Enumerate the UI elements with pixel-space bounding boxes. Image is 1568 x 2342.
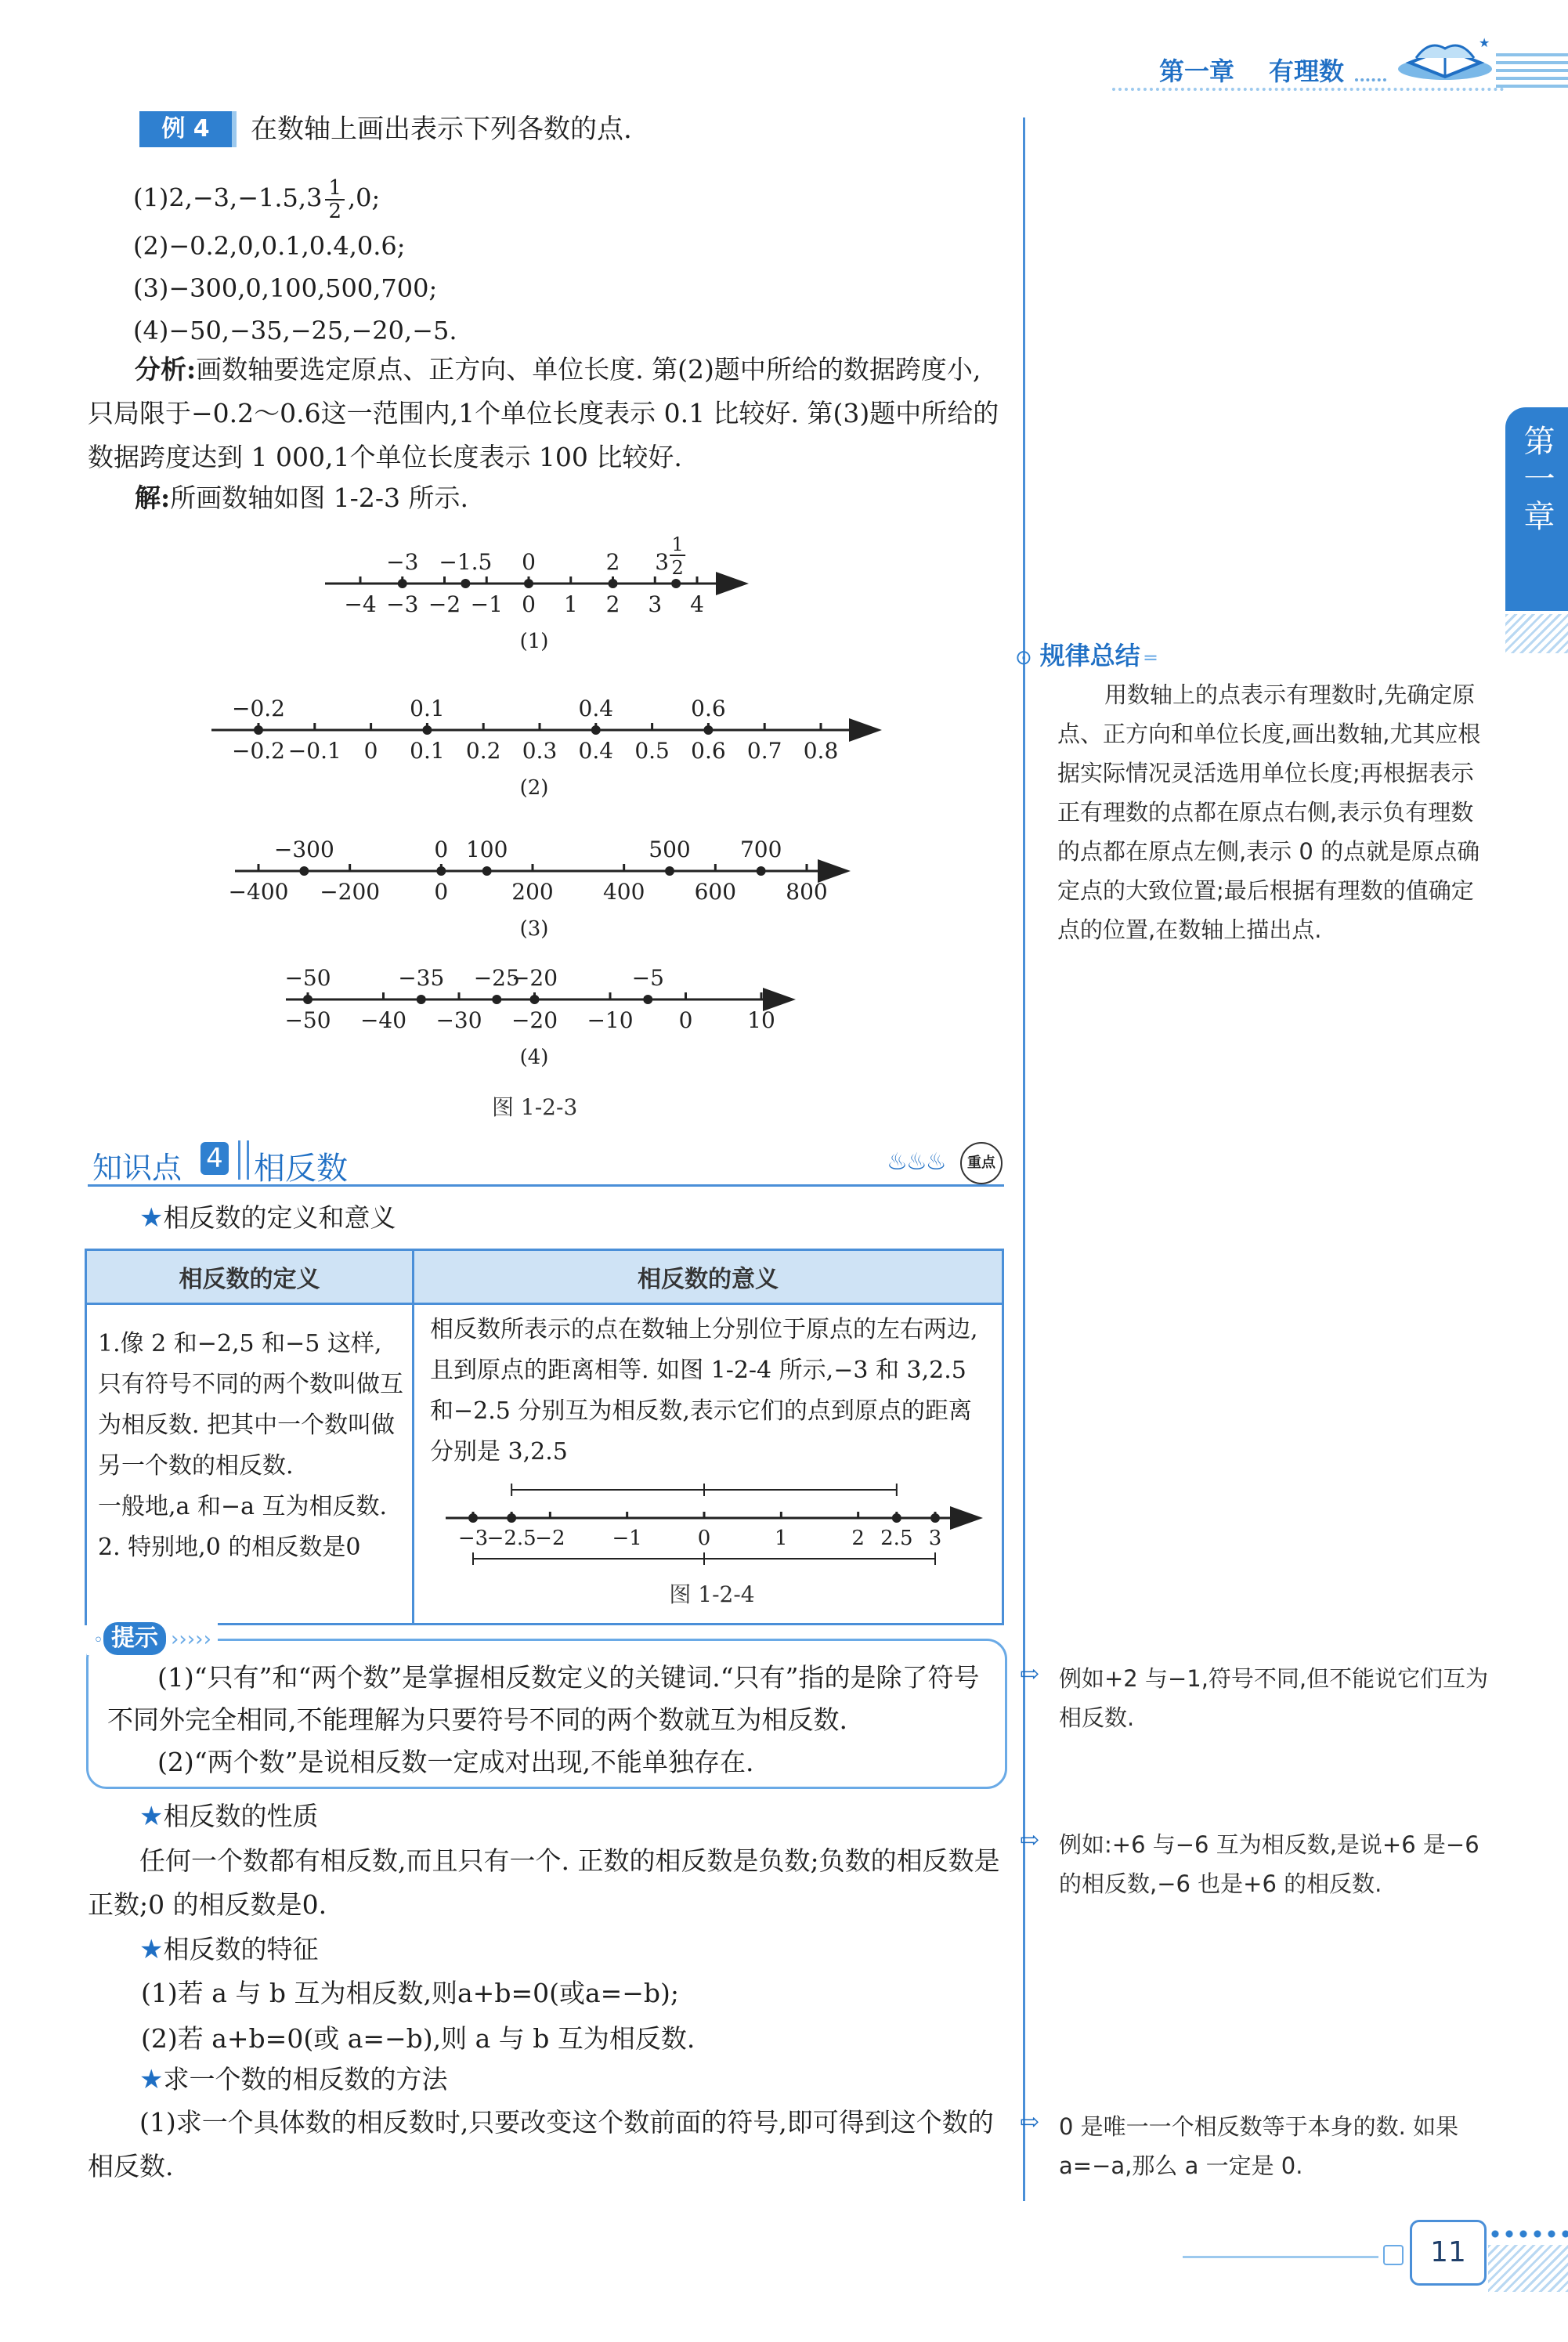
tip-arrows: ›››››: [170, 1628, 211, 1651]
tick-label: 0.5: [634, 738, 670, 764]
tick-label: 0.2: [465, 738, 501, 764]
axis-point: [703, 725, 713, 735]
figure-1-2-4: [430, 1477, 994, 1571]
tick-label: 0.1: [410, 738, 445, 764]
tick-label: −2: [535, 1527, 565, 1550]
side-tab-stripes: [1505, 614, 1568, 653]
footer-line: [1183, 2256, 1378, 2258]
point-label: −25: [473, 965, 520, 991]
point-label: 500: [649, 837, 691, 862]
point-label: −0.2: [232, 696, 285, 721]
table-header-meaning: 相反数的意义: [414, 1250, 1003, 1304]
tick-label: 4: [690, 591, 704, 617]
axis-point: [492, 995, 501, 1004]
axis-point: [436, 866, 446, 876]
axis-point: [417, 995, 426, 1004]
tick-label: 0.8: [803, 738, 839, 764]
tick-label: 3: [648, 591, 663, 617]
chapter-side-tab-label: 第一章: [1519, 425, 1555, 537]
figure-1-2-4-caption: 图 1-2-4: [669, 1581, 755, 1607]
example-analysis: [88, 348, 1004, 479]
tick-label: 2: [605, 591, 620, 617]
summary-title: 规律总结: [1039, 641, 1140, 670]
sidebar-note-3: [1020, 2107, 1490, 2185]
tick-label: 2: [851, 1527, 865, 1550]
property-heading-text: 相反数的性质: [163, 1801, 319, 1831]
flame-icon: ♨♨♨: [887, 1148, 945, 1176]
number-line-2: [211, 696, 877, 800]
sidebar-note-1-text: 例如+2 与−1,符号不同,但不能说它们互为相反数.: [1059, 1665, 1489, 1731]
knowledge-point-prefix: 知识点: [92, 1151, 182, 1185]
axis-label: (3): [519, 917, 549, 941]
header-underline: [1112, 88, 1504, 91]
axis-point: [643, 995, 652, 1004]
tick-label: 1: [563, 591, 578, 617]
tick-label: 2.5: [880, 1527, 913, 1550]
point-label: −3: [386, 549, 419, 575]
key-point-badge: 重点: [960, 1142, 1003, 1184]
example-prompt: 在数轴上画出表示下列各数的点.: [251, 114, 632, 145]
arrow-right-icon: ⇨: [1020, 2109, 1040, 2136]
axis-point: [671, 579, 681, 588]
axis-point: [665, 866, 674, 876]
knowledge-point-header: [88, 1137, 1004, 1187]
point-label: 0: [522, 549, 536, 575]
point-label-frac-den: 2: [671, 557, 684, 579]
tick-label: 200: [511, 879, 554, 905]
tick-label: 0: [434, 879, 449, 905]
tick-label: 0: [697, 1527, 711, 1550]
solution-text: 所画数轴如图 1-2-3 所示.: [170, 482, 468, 513]
footer-dots: [1488, 2229, 1568, 2239]
bullet-circle-icon: ⊙: [1015, 646, 1032, 670]
point-label: −300: [273, 837, 334, 862]
example-item-1-suffix: ,0;: [347, 183, 381, 213]
chapter-side-tab: [1505, 407, 1568, 611]
feature-line-1: (1)若 a 与 b 互为相反数,则a+b=0(或a=−b);: [141, 1978, 680, 2008]
table-header-definition: 相反数的定义: [86, 1250, 414, 1304]
feature-line-2: (2)若 a+b=0(或 a=−b),则 a 与 b 互为相反数.: [141, 2023, 695, 2054]
figure-1-2-3: [47, 517, 1018, 1097]
property-text: 任何一个数都有相反数,而且只有一个. 正数的相反数是负数;负数的相反数是正数;0 的相反数是0.: [88, 1845, 1000, 1920]
tick-label: 0: [678, 1007, 693, 1033]
point-label-whole: 3: [655, 549, 670, 575]
tick-label: 600: [694, 879, 737, 905]
star-icon: ★: [139, 1801, 164, 1832]
example-item-2: (2)−0.2,0,0.1,0.4,0.6;: [133, 231, 406, 261]
axis-point: [757, 866, 766, 876]
svg-text:★: ★: [1479, 35, 1490, 50]
example-item-1-frac-den: 2: [328, 200, 341, 223]
tick-label: −2: [428, 591, 461, 617]
axis-point: [524, 579, 533, 588]
tick-label: 800: [786, 879, 828, 905]
tick-label: 0.6: [691, 738, 726, 764]
header-stripes: [1496, 53, 1568, 92]
tick-label: −20: [511, 1007, 558, 1033]
axis-point: [468, 1513, 478, 1523]
tip-text-2: (2)“两个数”是说相反数一定成对出现,不能单独存在.: [157, 1747, 754, 1777]
book-icon: [1394, 31, 1496, 86]
knowledge-point-number: 4: [201, 1142, 229, 1175]
star-icon: ★: [139, 1934, 164, 1965]
point-label: −50: [284, 965, 331, 991]
axis-point: [398, 579, 407, 588]
axis-point: [303, 995, 313, 1004]
sidebar-note-2-text: 例如:+6 与−6 互为相反数,是说+6 是−6 的相反数,−6 也是+6 的相反数.: [1059, 1831, 1479, 1897]
point-label: 2: [605, 549, 620, 575]
sidebar-note-1: [1020, 1659, 1490, 1737]
tick-label: 0.3: [522, 738, 558, 764]
method-text: (1)求一个具体数的相反数时,只要改变这个数前面的符号,即可得到这个数的相反数.: [88, 2107, 994, 2181]
page-header: [1097, 35, 1568, 92]
tip-label-wrap: [87, 1622, 218, 1655]
tick-label: −10: [587, 1007, 634, 1033]
tick-label: −50: [284, 1007, 331, 1033]
tick-label: −1: [470, 591, 503, 617]
tick-label: −0.1: [287, 738, 341, 764]
feature-heading: [139, 1936, 318, 1963]
axis-point: [892, 1513, 901, 1523]
tick-label: −400: [228, 879, 289, 905]
example-solution: [135, 476, 468, 520]
axis-point: [507, 1513, 516, 1523]
sidebar-note-3-text: 0 是唯一一个相反数等于本身的数. 如果 a=−a,那么 a 一定是 0.: [1059, 2113, 1459, 2179]
point-label: 0.6: [691, 696, 726, 721]
point-label: 0: [434, 837, 449, 862]
axis-label: (4): [519, 1046, 549, 1069]
example-item-3: (3)−300,0,100,500,700;: [133, 273, 438, 303]
example-item-1-prefix: (1)2,−3,−1.5,3: [133, 183, 323, 213]
tick-label: 0.7: [746, 738, 782, 764]
axis-point: [422, 725, 432, 735]
analysis-text: 画数轴要选定原点、正方向、单位长度. 第(2)题中所给的数据跨度小,只局限于−0.2～0.6这一范围内,1个单位长度表示 0.1 比较好. 第(3)题中所给的数据跨度达到 1 000,1个单位长度表示 100 比较好.: [88, 354, 999, 472]
tick-label: −1: [612, 1527, 642, 1550]
axis-point: [930, 1513, 940, 1523]
page-number: [1410, 2220, 1487, 2286]
axis-point: [591, 725, 601, 735]
tick-label: 0: [522, 591, 536, 617]
knowledge-point-title: 相反数: [254, 1151, 348, 1187]
tick-label: −3: [386, 591, 419, 617]
page-number-text: 11: [1430, 2236, 1466, 2268]
number-line-1: [325, 533, 744, 653]
point-label: 700: [739, 837, 782, 862]
point-label: 100: [465, 837, 508, 862]
property-heading: [139, 1803, 318, 1830]
star-icon: ★: [139, 1202, 164, 1234]
point-label: 0.4: [578, 696, 614, 721]
header-dots: [1355, 74, 1386, 81]
footer-dot-box: [1383, 2245, 1404, 2265]
tick-label: 10: [747, 1007, 775, 1033]
tick-label: −200: [320, 879, 381, 905]
meaning-cell: [414, 1304, 1003, 1625]
axis-point: [461, 579, 470, 588]
analysis-label: 分析:: [135, 354, 197, 385]
tick-label: −2.5: [486, 1527, 537, 1550]
number-line-4: [284, 965, 791, 1069]
tick-label: −3: [457, 1527, 489, 1550]
tip-box: [86, 1625, 1007, 1789]
point-label: −35: [398, 965, 445, 991]
number-line-3: [229, 837, 846, 941]
method-heading-text: 求一个数的相反数的方法: [163, 2064, 448, 2094]
definition-heading: [139, 1202, 396, 1234]
tick-label: −40: [359, 1007, 407, 1033]
point-label: −1.5: [439, 549, 493, 575]
definition-cell: [86, 1304, 414, 1625]
axis-point: [299, 866, 309, 876]
axis-point: [530, 995, 540, 1004]
tick-label: 0: [363, 738, 378, 764]
footer-stripes: [1488, 2245, 1568, 2292]
arrow-right-icon: ⇨: [1020, 1661, 1040, 1688]
axis-point: [609, 579, 618, 588]
example-badge-label: 例 4: [161, 115, 210, 143]
example-badge: [139, 111, 232, 147]
summary-title-row: [1015, 636, 1156, 672]
definition-heading-text: 相反数的定义和意义: [163, 1202, 396, 1233]
summary-text: 用数轴上的点表示有理数时,先确定原点、正方向和单位长度,画出数轴,尤其应根据实际情况灵活选用单位长度;再根据表示正有理数的点都在原点右侧,表示负有理数的点都在原点左侧,表示 0 的点就是原点确定点的大致位置;最后根据有理数的值确定点的位置,在数轴上描出点.: [1057, 681, 1481, 943]
tick-label: 1: [775, 1527, 788, 1550]
point-label: 0.1: [410, 696, 445, 721]
example-item-4: (4)−50,−35,−25,−20,−5.: [133, 316, 457, 345]
example-item-1-frac-num: 1: [325, 177, 345, 201]
tick-label: 0.4: [578, 738, 614, 764]
tick-label: 3: [928, 1527, 942, 1550]
example-item-1: [133, 177, 380, 222]
summary-title-dash: ═: [1144, 647, 1157, 669]
point-label: −5: [631, 965, 664, 991]
bullet-circle-icon: ◦: [93, 1631, 103, 1650]
axis-label: (1): [519, 630, 549, 653]
definition-table: [85, 1249, 1004, 1625]
figure-1-2-3-caption: 图 1-2-3: [492, 1094, 578, 1120]
axis-point: [482, 866, 492, 876]
tick-label: −30: [435, 1007, 482, 1033]
chapter-title: 有理数: [1269, 56, 1345, 86]
knowledge-point-divider: [238, 1140, 249, 1180]
axis-point: [254, 725, 263, 735]
solution-label: 解:: [135, 482, 171, 513]
feature-heading-text: 相反数的特征: [163, 1934, 319, 1964]
chapter-label: 第一章: [1159, 56, 1235, 86]
definition-text-2: 一般地,a 和−a 互为相反数.: [98, 1493, 388, 1520]
tick-label: −0.2: [232, 738, 285, 764]
tip-text-1: (1)“只有”和“两个数”是掌握相反数定义的关键词.“只有”指的是除了符号不同外完全相同,不能理解为只要符号不同的两个数就互为相反数.: [107, 1662, 980, 1735]
tip-label: 提示: [103, 1622, 166, 1655]
tick-label: −4: [344, 591, 377, 617]
example-item-1-fraction: [325, 177, 345, 222]
tick-label: 400: [602, 879, 645, 905]
axis-label: (2): [519, 776, 549, 800]
definition-text-3: 2. 特别地,0 的相反数是0: [98, 1534, 361, 1561]
point-label: −20: [511, 965, 558, 991]
star-icon: ★: [139, 2064, 164, 2095]
definition-text-1: 1.像 2 和−2,5 和−5 这样,只有符号不同的两个数叫做互为相反数. 把其中一个数叫做另一个数的相反数.: [98, 1330, 403, 1480]
method-heading: [139, 2066, 447, 2093]
arrow-right-icon: ⇨: [1020, 1827, 1040, 1854]
point-label-frac-num: 1: [671, 533, 684, 555]
sidebar-note-2: [1020, 1825, 1490, 1903]
meaning-text: 相反数所表示的点在数轴上分别位于原点的左右两边,且到原点的距离相等. 如图 1-2-4 所示,−3 和 3,2.5 和−2.5 分别互为相反数,表示它们的点到原点的距离分别是 3,2.5: [430, 1316, 978, 1466]
